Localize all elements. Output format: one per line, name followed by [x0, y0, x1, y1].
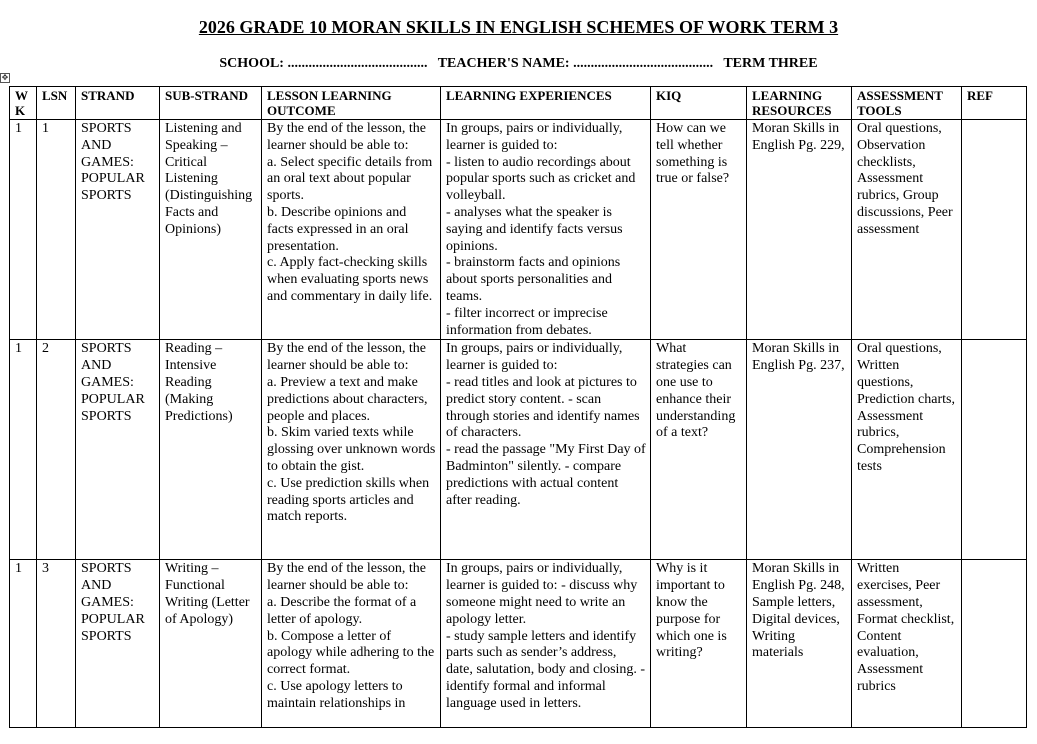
header-resources: LEARNING RESOURCES [747, 87, 852, 120]
header-kiq: KIQ [651, 87, 747, 120]
cell-experiences: In groups, pairs or individually, learner is guided to: - discuss why someone might need to write an apology letter. - study sample letters and identify parts such as sender’s address, date, salutation, body and closing. - identify formal and informal language used in letters. [441, 560, 651, 728]
header-strand: STRAND [76, 87, 160, 120]
table-row [10, 340, 1027, 560]
cell-strand: SPORTS AND GAMES: POPULAR SPORTS [76, 560, 160, 728]
cell-sub-strand: Writing – Functional Writing (Letter of Apology) [160, 560, 262, 728]
cell-outcome: By the end of the lesson, the learner should be able to: a. Describe the format of a letter of apology. b. Compose a letter of apology while adhering to the correct format. c. Use apology letters to maintain relationships in [262, 560, 441, 728]
cell-resources: Moran Skills in English Pg. 248, Sample letters, Digital devices, Writing materials [747, 560, 852, 728]
table-move-handle-icon[interactable]: ✥ [1, 73, 9, 82]
cell-kiq: Why is it important to know the purpose for which one is writing? [651, 560, 747, 728]
header-info-line [0, 56, 1037, 72]
table-row [10, 560, 1027, 728]
cell-wk: 1 [10, 560, 37, 728]
header-ref: REF [962, 87, 1027, 120]
cell-ref [962, 120, 1027, 340]
cell-assessment: Oral questions, Written questions, Prediction charts, Assessment rubrics, Comprehension tests [852, 340, 962, 560]
schemes-of-work-table [9, 86, 1027, 728]
term-label: TERM THREE [723, 56, 818, 71]
header-lsn: LSN [37, 87, 76, 120]
cell-outcome: By the end of the lesson, the learner should be able to: a. Select specific details from an oral text about popular sports. b. Describe opinions and facts expressed in an oral presentation. c. Apply fact-checking skills when evaluating sports news and commentary in daily life. [262, 120, 441, 340]
table-row [10, 120, 1027, 340]
cell-experiences: In groups, pairs or individually, learner is guided to: - read titles and look at pictures to predict story content. - scan through stories and identify names of characters. - read the passage "My First Day of Badminton" silently. - compare predictions with actual content after reading. [441, 340, 651, 560]
document-title: 2026 GRADE 10 MORAN SKILLS IN ENGLISH SCHEMES OF WORK TERM 3 [198, 17, 839, 37]
table-header-row [10, 87, 1027, 120]
cell-ref [962, 560, 1027, 728]
cell-lsn: 1 [37, 120, 76, 340]
school-label: SCHOOL: ........................................ [219, 56, 428, 71]
cell-outcome: By the end of the lesson, the learner should be able to: a. Preview a text and make predictions about characters, people and places. b. Skim varied texts while glossing over unknown words to obtain the gist. c. Use prediction skills when reading sports articles and match reports. [262, 340, 441, 560]
cell-lsn: 3 [37, 560, 76, 728]
header-assessment: ASSESSMENT TOOLS [852, 87, 962, 120]
cell-wk: 1 [10, 120, 37, 340]
cell-lsn: 2 [37, 340, 76, 560]
cell-kiq: What strategies can one use to enhance their understanding of a text? [651, 340, 747, 560]
cell-strand: SPORTS AND GAMES: POPULAR SPORTS [76, 120, 160, 340]
cell-assessment: Oral questions, Observation checklists, Assessment rubrics, Group discussions, Peer assessment [852, 120, 962, 340]
cell-ref [962, 340, 1027, 560]
cell-sub-strand: Listening and Speaking – Critical Listening (Distinguishing Facts and Opinions) [160, 120, 262, 340]
header-experiences: LEARNING EXPERIENCES [441, 87, 651, 120]
cell-sub-strand: Reading – Intensive Reading (Making Predictions) [160, 340, 262, 560]
cell-resources: Moran Skills in English Pg. 237, [747, 340, 852, 560]
header-wk: W K [10, 87, 37, 120]
teacher-name-label: TEACHER'S NAME: ........................................ [437, 56, 714, 71]
cell-kiq: How can we tell whether something is true or false? [651, 120, 747, 340]
header-outcome: LESSON LEARNING OUTCOME [262, 87, 441, 120]
cell-wk: 1 [10, 340, 37, 560]
cell-experiences: In groups, pairs or individually, learner is guided to: - listen to audio recordings about popular sports such as cricket and volleyball. - analyses what the speaker is saying and identify facts versus opinions. - brainstorm facts and opinions about sports personalities and teams. - filter incorrect or imprecise information from debates. [441, 120, 651, 340]
cell-strand: SPORTS AND GAMES: POPULAR SPORTS [76, 340, 160, 560]
cell-resources: Moran Skills in English Pg. 229, [747, 120, 852, 340]
header-sub-strand: SUB-STRAND [160, 87, 262, 120]
cell-assessment: Written exercises, Peer assessment, Format checklist, Content evaluation, Assessment rubrics [852, 560, 962, 728]
